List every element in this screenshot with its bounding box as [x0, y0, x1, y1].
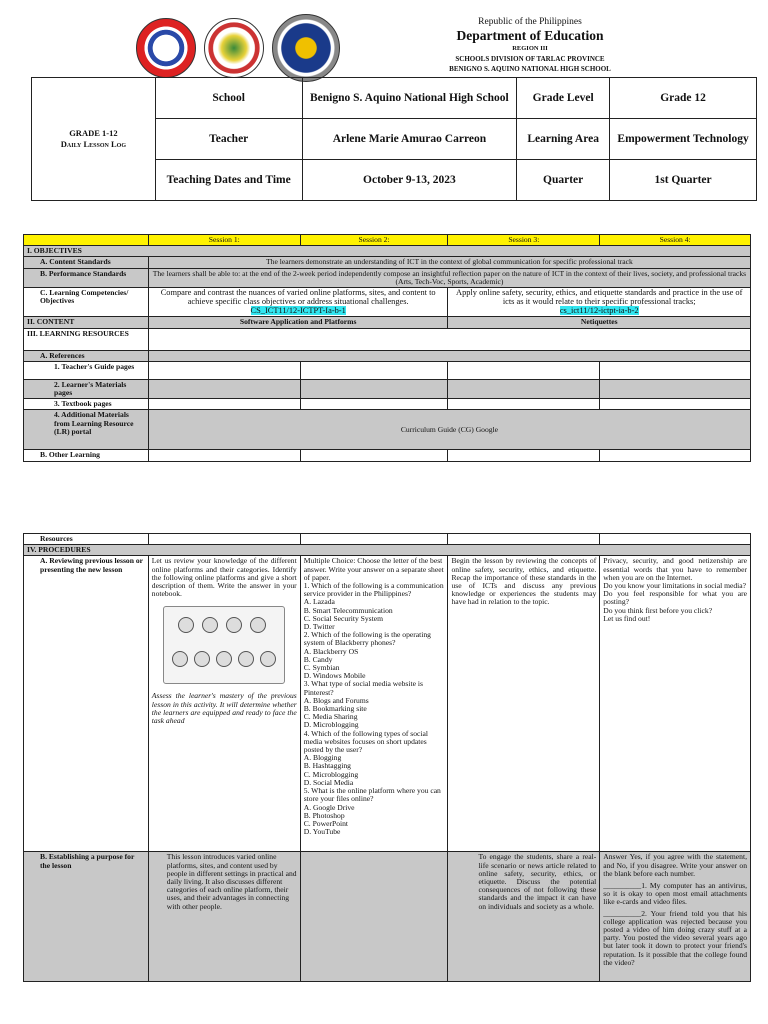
dll-table-part2: [23, 533, 751, 982]
quarter-value: 1st Quarter: [610, 160, 757, 201]
learning-resources-blank: [148, 328, 750, 350]
learning-area-label: Learning Area: [517, 119, 610, 160]
cell-blank: [448, 450, 600, 461]
learners-materials-label: 2. Learner's Materials pages: [24, 379, 149, 398]
school-label: School: [155, 78, 302, 119]
school-value: Benigno S. Aquino National High School: [302, 78, 517, 119]
platform-logo-icon: [216, 651, 232, 667]
session-3-header: Session 3:: [448, 235, 600, 246]
procedure-a-label: A. Reviewing previous lesson or presenting the new lesson: [24, 556, 149, 852]
additional-materials-label: 4. Additional Materials from Learning Resource (LR) portal: [24, 410, 149, 450]
content-heading: II. CONTENT: [24, 317, 149, 328]
grade-log-line2: Daily Lesson Log: [60, 139, 126, 149]
dll-table-part1: [23, 234, 751, 462]
content-standards-label: A. Content Standards: [24, 257, 149, 268]
platform-logo-icon: [250, 617, 266, 633]
procedure-b-s4-q1: __________1. My computer has an antivirus, so it is okay to open most email attachments like e-cards and video files.: [603, 881, 747, 907]
procedure-a-session-1: [148, 556, 300, 852]
competency-1-cell: [148, 288, 448, 317]
cell-blank: [300, 361, 448, 379]
platform-logo-icon: [202, 617, 218, 633]
competency-2-code: cs_ict11/12-ictpt-ia-b-2: [559, 305, 639, 315]
procedure-a-s1-text: Let us review your knowledge of the different online platforms and their categories. Identify the following online platforms and give a short description of them. Write the answer in your notebook.: [151, 556, 297, 599]
cell-blank: [600, 399, 751, 410]
content-right-value: Netiquettes: [448, 317, 751, 328]
learning-resources-heading: III. LEARNING RESOURCES: [24, 328, 149, 350]
grade-level-label: Grade Level: [517, 78, 610, 119]
region-line: REGION III: [512, 45, 548, 52]
procedure-b-s4-intro: Answer Yes, if you agree with the statement, and No, if you disagree. Write your answer on the blank before each number.: [603, 852, 747, 878]
additional-materials-value: Curriculum Guide (CG) Google: [148, 410, 750, 450]
cell-blank: [300, 450, 448, 461]
procedure-b-session-2: [300, 852, 448, 982]
deped-seal-logo: [136, 18, 196, 78]
session-header-blank: [24, 235, 149, 246]
school-line: BENIGNO S. AQUINO NATIONAL HIGH SCHOOL: [449, 65, 611, 73]
cell-blank: [448, 534, 600, 545]
division-seal-logo: [204, 18, 264, 78]
references-blank: [148, 350, 750, 361]
procedure-a-session-4: Privacy, security, and good netizenship are essential words that you have to remember when you are on the Internet. Do you know your limitations in social media? Do you feel responsible for what you are posting? Do you think first before you click? Let us find out!: [600, 556, 751, 852]
competency-2-cell: [448, 288, 751, 317]
cell-blank: [448, 379, 600, 398]
quarter-label: Quarter: [517, 160, 610, 201]
other-learning-label: B. Other Learning: [24, 450, 149, 461]
procedure-b-session-4: [600, 852, 751, 982]
platform-logo-icon: [260, 651, 276, 667]
cell-blank: [600, 450, 751, 461]
procedure-a-session-2: Multiple Choice: Choose the letter of the best answer. Write your answer on a separate sheet of paper. 1. Which of the following is a communication service provider in the Philippines? A. Lazada B. Smart Telecommunication C. Social Security System D. Twitter 2. Which of the following is the operating system of Blackberry phones? A. Blackberry OS B. Candy C. Symbian D. Windows Mobile 3. What type of social media website is Pinterest? A. Blogs and Forums B. Bookmarking site C. Media Sharing D. Microblogging 4. Which of the following types of social media websites focuses on short updates posted by the user? A. Blogging B. Hashtagging C. Microblogging D. Social Media 5. What is the online platform where you can store your files online? A. Google Drive B. Photoshop C. PowerPoint D. YouTube: [300, 556, 448, 852]
platform-logo-icon: [178, 617, 194, 633]
lesson-info-table: [31, 77, 757, 201]
session-1-header: Session 1:: [148, 235, 300, 246]
teaching-dates-value: October 9-13, 2023: [302, 160, 517, 201]
department-line: Department of Education: [456, 28, 604, 43]
procedure-a-session-3: Begin the lesson by reviewing the concepts of online safety, security, ethics, and etiquette. Recap the importance of these standards in the use of ICTs and discuss any previous knowledge or experiences the students may have had in relation to the topic.: [448, 556, 600, 852]
cell-blank: [600, 361, 751, 379]
textbook-label: 3. Textbook pages: [24, 399, 149, 410]
cell-blank: [600, 379, 751, 398]
competency-1-text: Compare and contrast the nuances of varied online platforms, sites, and content to achieve specific class objectives or address situational challenges.: [160, 288, 436, 306]
session-2-header: Session 2:: [300, 235, 448, 246]
republic-line: Republic of the Philippines: [478, 17, 582, 27]
grade-log-line1: GRADE 1-12: [69, 128, 118, 138]
cell-blank: [448, 399, 600, 410]
grade-log-cell: [32, 78, 156, 201]
session-4-header: Session 4:: [600, 235, 751, 246]
cell-blank: [148, 450, 300, 461]
cell-blank: [300, 534, 448, 545]
teacher-value: Arlene Marie Amurao Carreon: [302, 119, 517, 160]
content-standards-value: The learners demonstrate an understanding of ICT in the context of global communication for specific professional track: [148, 257, 750, 268]
procedure-b-s4-q2: __________2. Your friend told you that his college application was rejected because you posted a video of him doing crazy stuff at a party. You posted the video several years ago but later took it down to protect your friend's reputation. Is it possible that the college found the video?: [603, 908, 747, 967]
performance-standards-value: The learners shall be able to: at the end of the 2-week period independently compose an insightful reflection paper on the nature of ICT in the context of their lives, society, and professional tracks (Arts, Tech-Voc, Sports, Academic): [148, 268, 750, 287]
objectives-heading: I. OBJECTIVES: [24, 246, 751, 257]
cell-blank: [448, 361, 600, 379]
teachers-guide-label: 1. Teacher's Guide pages: [24, 361, 149, 379]
procedure-b-session-3: To engage the students, share a real-life scenario or news article related to online safety, security, ethics, or etiquette. Discuss the potential consequences of not following these standards and the impact it can have on individuals and society as a whole.: [448, 852, 600, 982]
cell-blank: [300, 399, 448, 410]
procedure-b-session-1: This lesson introduces varied online platforms, sites, and content used by people in different settings in practical and daily living. It also discusses different categories of each online platform, their uses, and their advantages in connecting with other people.: [148, 852, 300, 982]
cell-blank: [148, 361, 300, 379]
cell-blank: [148, 379, 300, 398]
competency-2-text: Apply online safety, security, ethics, and etiquette standards and practice in the use of icts as it would relate to their specific professional tracks;: [456, 288, 743, 306]
division-line: SCHOOLS DIVISION OF TARLAC PROVINCE: [455, 55, 605, 63]
performance-standards-label: B. Performance Standards: [24, 268, 149, 287]
platform-logo-icon: [226, 617, 242, 633]
cell-blank: [148, 534, 300, 545]
platform-logo-icon: [238, 651, 254, 667]
cell-blank: [148, 399, 300, 410]
cell-blank: [300, 379, 448, 398]
competencies-label: C. Learning Competencies/ Objectives: [24, 288, 149, 317]
cell-blank: [600, 534, 751, 545]
competency-1-code: CS_ICT11/12-ICTPT-Ia-b-1: [250, 305, 346, 315]
learning-area-value: Empowerment Technology: [610, 119, 757, 160]
references-label: A. References: [24, 350, 149, 361]
procedures-heading: IV. PROCEDURES: [24, 545, 751, 556]
teacher-label: Teacher: [155, 119, 302, 160]
online-platforms-image: [163, 606, 285, 684]
platform-logo-icon: [172, 651, 188, 667]
procedure-b-label: B. Establishing a purpose for the lesson: [24, 852, 149, 982]
school-seal-logo: [272, 14, 340, 82]
teaching-dates-label: Teaching Dates and Time: [155, 160, 302, 201]
platform-logo-icon: [194, 651, 210, 667]
procedure-a-s1-note: Assess the learner's mastery of the previous lesson in this activity. It will determine whether the learners are equipped and ready to face the task ahead: [151, 691, 297, 726]
grade-level-value: Grade 12: [610, 78, 757, 119]
content-left-value: Software Application and Platforms: [148, 317, 448, 328]
other-learning-cont-label: Resources: [24, 534, 149, 545]
